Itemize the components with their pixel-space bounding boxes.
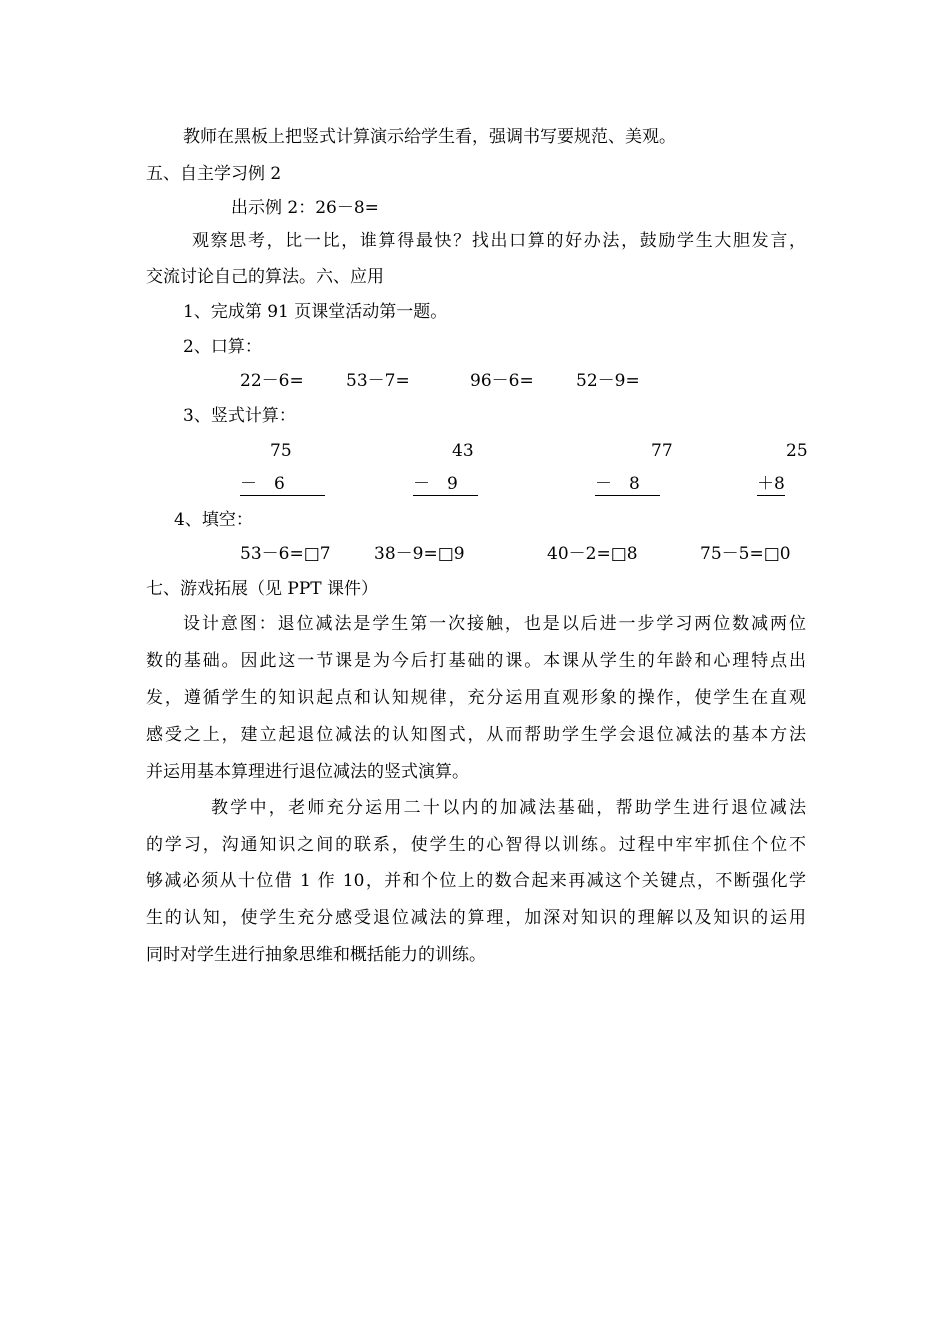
- task-3-title: 3、竖式计算：: [183, 406, 296, 426]
- oral-item: 96－6=: [470, 371, 534, 391]
- fill-item: 38－9=□9: [374, 544, 465, 564]
- design-intent-line: 并运用基本算理进行退位减法的竖式演算。: [146, 762, 469, 782]
- example-2-line: 出示例 2：26－8=: [231, 198, 379, 218]
- design-intent-line: 设计意图：退位减法是学生第一次接触，也是以后进一步学习两位数减两位: [183, 614, 806, 634]
- vertical-addend: ＋8: [757, 474, 785, 494]
- vertical-subtrahend: － 6: [240, 473, 325, 496]
- teacher-demo-line: 教师在黑板上把竖式计算演示给学生看，强调书写要规范、美观。: [183, 127, 676, 147]
- oral-item: 52－9=: [576, 371, 640, 391]
- task-4-title: 4、填空：: [174, 510, 253, 530]
- teaching-reflection-line: 生的认知，使学生充分感受退位减法的算理，加深对知识的理解以及知识的运用: [146, 908, 806, 928]
- observe-line-1: 观察思考，比一比，谁算得最快？找出口算的好办法，鼓励学生大胆发言，: [192, 231, 806, 251]
- teaching-reflection-line: 的学习，沟通知识之间的联系，使学生的心智得以训练。过程中牢牢抓住个位不: [146, 835, 806, 855]
- design-intent-line: 发，遵循学生的知识起点和认知规律，充分运用直观形象的操作，使学生在直观: [146, 688, 806, 708]
- task-2-title: 2、口算：: [183, 337, 262, 357]
- design-intent-line: 感受之上，建立起退位减法的认知图式，从而帮助学生学会退位减法的基本方法: [146, 725, 806, 745]
- vertical-top-number: 25: [786, 441, 808, 461]
- oral-item: 53－7=: [346, 371, 410, 391]
- teaching-reflection-line: 教学中，老师充分运用二十以内的加减法基础，帮助学生进行退位减法: [211, 798, 806, 818]
- oral-item: 22－6=: [240, 371, 304, 391]
- vertical-top-number: 77: [651, 441, 673, 461]
- fill-item: 53－6=□7: [240, 544, 331, 564]
- design-intent-line: 数的基础。因此这一节课是为今后打基础的课。本课从学生的年龄和心理特点出: [146, 651, 806, 671]
- task-1-line: 1、完成第 91 页课堂活动第一题。: [183, 302, 448, 322]
- fill-item: 40－2=□8: [547, 544, 638, 564]
- vertical-subtrahend: － 8: [595, 473, 660, 496]
- vertical-subtrahend: － 9: [413, 473, 478, 496]
- observe-line-2: 交流讨论自己的算法。六、应用: [146, 267, 384, 287]
- vertical-top-number: 43: [452, 441, 474, 461]
- vertical-top-number: 75: [270, 441, 292, 461]
- section-5-title: 五、自主学习例 2: [146, 164, 282, 184]
- teaching-reflection-line: 同时对学生进行抽象思维和概括能力的训练。: [146, 945, 486, 965]
- fill-item: 75－5=□0: [700, 544, 791, 564]
- teaching-reflection-line: 够减必须从十位借 1 作 10，并和个位上的数合起来再减这个关键点，不断强化学: [146, 871, 806, 891]
- section-7-title: 七、游戏拓展（见 PPT 课件）: [146, 579, 379, 599]
